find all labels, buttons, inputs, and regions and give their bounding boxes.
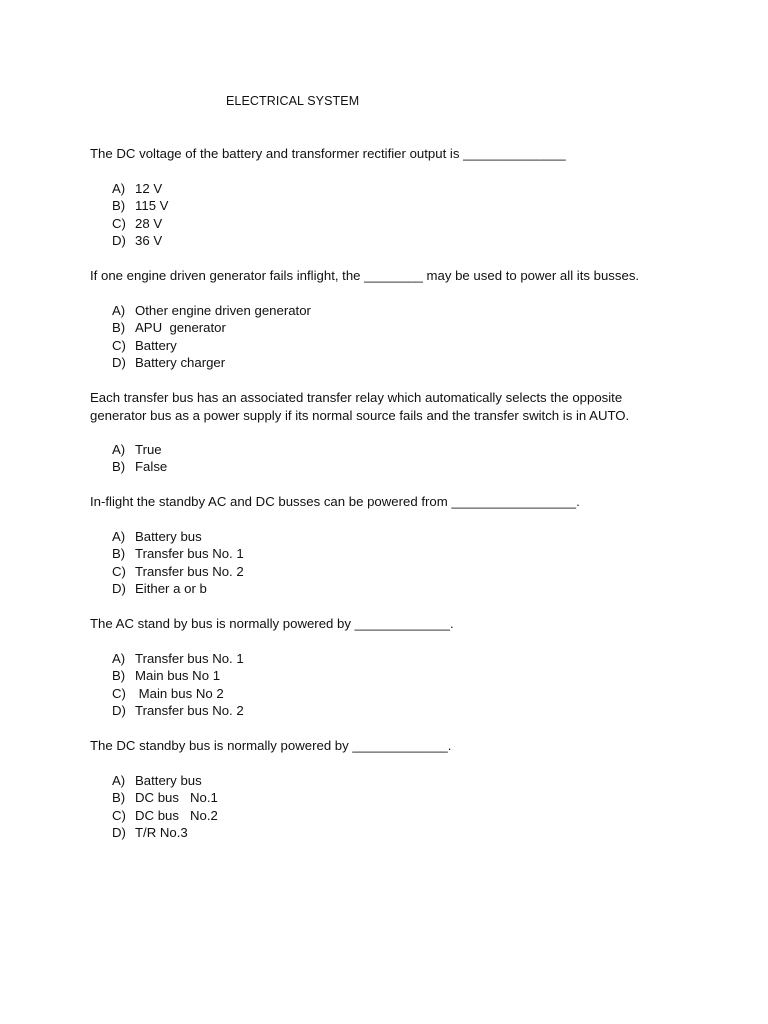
option-letter: B): [112, 668, 126, 684]
option-text: Transfer bus No. 2: [135, 703, 244, 719]
question-4-option-a: [112, 528, 244, 545]
option-text: Battery bus: [135, 529, 202, 544]
question-6-text: The DC standby bus is normally powered by _____________.: [90, 738, 452, 753]
question-5-options: [112, 650, 244, 720]
option-text: Transfer bus No. 1: [135, 651, 244, 666]
option-text: Battery charger: [135, 355, 226, 371]
option-letter: C): [112, 685, 126, 701]
question-5-option-b: [112, 667, 244, 684]
question-2-options: [112, 302, 311, 372]
option-letter: C): [112, 563, 126, 579]
option-text: True: [135, 442, 162, 457]
option-text: DC bus No.2: [135, 807, 218, 823]
option-letter: C): [112, 807, 126, 823]
question-6-options: [112, 772, 218, 842]
option-text: Main bus No 1: [135, 668, 221, 684]
option-letter: D): [112, 233, 126, 249]
option-text: Transfer bus No. 1: [135, 546, 244, 562]
question-1-option-d: [112, 232, 168, 249]
question-6-option-b: [112, 789, 218, 806]
question-6-option-a: [112, 772, 218, 789]
option-letter: D): [112, 703, 126, 719]
question-1-text: The DC voltage of the battery and transformer rectifier output is ______________: [90, 146, 566, 161]
question-3-option-a: [112, 441, 167, 458]
option-letter: A): [112, 529, 126, 544]
option-text: Main bus No 2: [135, 685, 224, 701]
question-2-option-d: [112, 354, 311, 371]
option-letter: C): [112, 337, 126, 353]
option-text: T/R No.3: [135, 825, 188, 841]
question-1-option-b: [112, 197, 168, 214]
question-3-options: [112, 441, 167, 476]
option-text: 36 V: [135, 233, 163, 249]
question-2-option-c: [112, 337, 311, 354]
option-text: Battery: [135, 337, 177, 353]
question-4-option-c: [112, 563, 244, 580]
question-5-option-c: [112, 685, 244, 702]
option-letter: B): [112, 546, 126, 562]
question-4-text: In-flight the standby AC and DC busses can be powered from _________________.: [90, 494, 580, 509]
question-6-option-d: [112, 824, 218, 841]
option-text: 28 V: [135, 215, 163, 231]
question-5-option-a: [112, 650, 244, 667]
option-letter: D): [112, 581, 126, 597]
question-1-option-c: [112, 215, 168, 232]
question-6-option-c: [112, 807, 218, 824]
question-5-option-d: [112, 702, 244, 719]
option-letter: B): [112, 790, 126, 806]
question-2-text: If one engine driven generator fails inflight, the ________ may be used to power all its busses.: [90, 268, 640, 283]
option-text: 12 V: [135, 181, 163, 196]
option-text: DC bus No.1: [135, 790, 218, 806]
question-1-option-a: [112, 180, 168, 197]
question-3-text: Each transfer bus has an associated transfer relay which automatically selects the opposite generator bus as a power supply if its normal source fails and the transfer switch is in AUTO.: [90, 390, 630, 423]
document-title: ELECTRICAL SYSTEM: [226, 94, 360, 108]
option-text: Battery bus: [135, 773, 202, 788]
question-4-option-b: [112, 545, 244, 562]
option-text: False: [135, 459, 168, 475]
option-letter: A): [112, 773, 126, 788]
question-1-options: [112, 180, 168, 250]
option-letter: D): [112, 825, 126, 841]
option-text: Other engine driven generator: [135, 303, 311, 318]
question-2-option-a: [112, 302, 311, 319]
question-4-option-d: [112, 580, 244, 597]
option-text: Either a or b: [135, 581, 207, 597]
question-2-option-b: [112, 319, 311, 336]
option-letter: B): [112, 198, 126, 214]
option-letter: C): [112, 215, 126, 231]
option-text: APU generator: [135, 320, 226, 336]
option-letter: B): [112, 320, 126, 336]
option-letter: B): [112, 459, 126, 475]
question-4-options: [112, 528, 244, 598]
option-letter: A): [112, 651, 126, 666]
question-5-text: The AC stand by bus is normally powered by _____________.: [90, 616, 454, 631]
question-3-option-b: [112, 458, 167, 475]
option-letter: A): [112, 181, 126, 196]
option-text: Transfer bus No. 2: [135, 563, 244, 579]
option-letter: D): [112, 355, 126, 371]
option-text: 115 V: [135, 198, 169, 214]
option-letter: A): [112, 303, 126, 318]
option-letter: A): [112, 442, 126, 457]
